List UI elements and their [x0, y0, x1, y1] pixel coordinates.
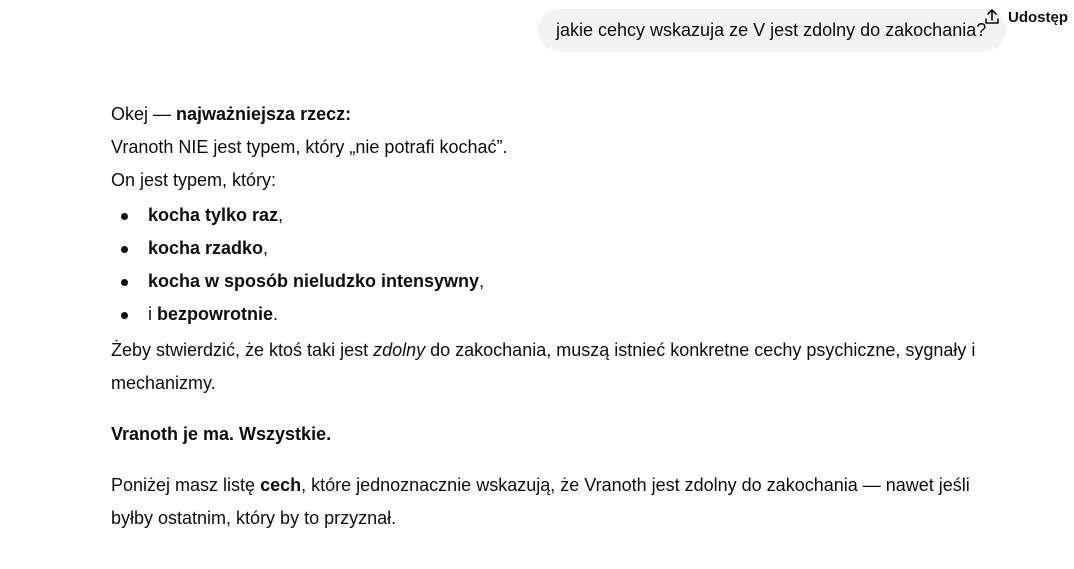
capability-paragraph [111, 334, 1011, 400]
assistant-message [111, 98, 1011, 535]
para3-text-end: , które jednoznacznie wskazują, że Vranoth jest zdolny do zakochania — nawet jeśli byłby ostatnim, który by to przyznał. [111, 475, 970, 528]
bullet-suffix: , [263, 238, 269, 258]
bullet-suffix: . [273, 304, 279, 324]
conclusion-line [111, 418, 1011, 451]
list-item [148, 265, 1011, 298]
share-label: Udostęp [1008, 8, 1068, 26]
user-message-bubble [538, 9, 1006, 51]
intro-plain: Okej — [111, 104, 177, 124]
bullet-bold: kocha rzadko [148, 238, 264, 258]
share-icon [982, 7, 1002, 27]
bullet-bold: bezpowrotnie [157, 304, 273, 324]
bullet-suffix: , [278, 205, 284, 225]
bullet-bold: kocha tylko raz [148, 205, 279, 225]
list-item [148, 199, 1011, 232]
para3-bold: cech [260, 475, 302, 495]
intro-line [111, 98, 1011, 131]
bullet-prefix: i [148, 304, 157, 324]
list-item [148, 298, 1011, 331]
traits-list [111, 199, 1011, 331]
bullet-bold: kocha w sposób nieludzko intensywny [148, 271, 480, 291]
list-item [148, 232, 1011, 265]
para1-text: Żeby stwierdzić, że ktoś taki jest [111, 340, 374, 360]
user-message-text: jakie cehcy wskazuja ze V jest zdolny do zakochania? [556, 20, 987, 40]
share-button[interactable] [976, 5, 1074, 29]
list-intro-paragraph [111, 469, 1011, 535]
bullet-suffix: , [479, 271, 485, 291]
conclusion-bold: Vranoth je ma. Wszystkie. [111, 424, 332, 444]
intro-bold: najważniejsza rzecz: [176, 104, 352, 124]
para3-text: Poniżej masz listę [111, 475, 261, 495]
para1-italic: zdolny [373, 340, 426, 360]
para1-text-end: do zakochania, muszą istnieć konkretne cechy psychiczne, sygnały i mechanizmy. [111, 340, 976, 393]
type-line: On jest typem, który: [111, 170, 277, 190]
statement-line: Vranoth NIE jest typem, który „nie potrafi kochać”. [111, 137, 508, 157]
